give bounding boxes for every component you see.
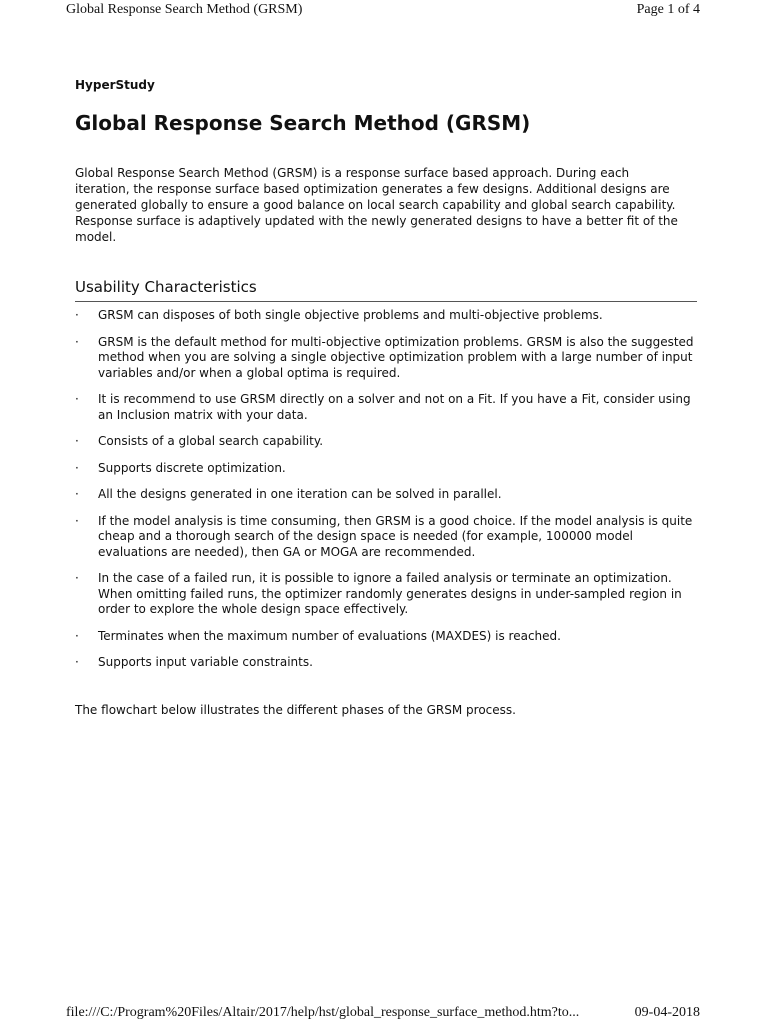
print-footer bbox=[66, 1003, 700, 1023]
list-item-text: If the model analysis is time consuming, then GRSM is a good choice. If the model analysis is quite cheap and a thorough search of the design space is needed (for example, 100000 model evaluations are needed), then GA or MOGA are recommended. bbox=[98, 513, 693, 559]
list-item-text: Supports input variable constraints. bbox=[98, 655, 313, 669]
document-body bbox=[75, 76, 697, 718]
list-item bbox=[75, 487, 697, 503]
print-header bbox=[66, 0, 700, 20]
bullet-icon: · bbox=[75, 571, 79, 585]
intro-paragraph: Global Response Search Method (GRSM) is a response surface based approach. During each iteration, the response surface based optimization generates a few designs. Additional designs are generated globally to ensure a good balance on local search capability and global search capability. Response surface is adaptively updated with the newly generated designs to have a better fit of the model. bbox=[75, 166, 678, 244]
print-header-page-number: Page 1 of 4 bbox=[636, 2, 700, 17]
flowchart-intro-paragraph: The flowchart below illustrates the different phases of the GRSM process. bbox=[75, 702, 516, 717]
list-item bbox=[75, 629, 697, 645]
page-title: Global Response Search Method (GRSM) bbox=[75, 111, 531, 135]
list-item bbox=[75, 655, 697, 671]
print-header-title: Global Response Search Method (GRSM) bbox=[66, 2, 303, 17]
list-item bbox=[75, 461, 697, 477]
list-item-text: All the designs generated in one iteration can be solved in parallel. bbox=[98, 487, 502, 501]
bullet-icon: · bbox=[75, 334, 79, 349]
list-item bbox=[75, 571, 697, 618]
list-item-text: GRSM can disposes of both single objective problems and multi-objective problems. bbox=[98, 308, 603, 322]
list-item-text: Supports discrete optimization. bbox=[98, 460, 286, 475]
list-item-text: Terminates when the maximum number of evaluations (MAXDES) is reached. bbox=[98, 628, 561, 643]
bullet-icon: · bbox=[75, 434, 79, 448]
bullet-icon: · bbox=[75, 460, 79, 475]
bullet-icon: · bbox=[75, 487, 79, 501]
bullet-icon: · bbox=[75, 308, 79, 322]
usability-list bbox=[75, 308, 697, 671]
list-item bbox=[75, 392, 697, 423]
list-item-text: GRSM is the default method for multi-objective optimization problems. GRSM is also the suggested method when you are solving a single objective optimization problem with a large number of input variables and/or when a global optima is required. bbox=[98, 334, 694, 380]
list-item-text: In the case of a failed run, it is possible to ignore a failed analysis or terminate an optimization. When omitting failed runs, the optimizer randomly generates designs in under-sampled region in order to explore the whole design space effectively. bbox=[98, 571, 682, 616]
bullet-icon: · bbox=[75, 655, 79, 669]
list-item bbox=[75, 308, 697, 324]
product-name: HyperStudy bbox=[75, 78, 155, 92]
list-item-text: Consists of a global search capability. bbox=[98, 434, 324, 448]
bullet-icon: · bbox=[75, 392, 79, 406]
list-item bbox=[75, 434, 697, 450]
section-heading-usability: Usability Characteristics bbox=[75, 277, 697, 302]
list-item-text: It is recommend to use GRSM directly on a solver and not on a Fit. If you have a Fit, consider using an Inclusion matrix with your data. bbox=[98, 392, 691, 422]
print-footer-date: 09-04-2018 bbox=[634, 1005, 700, 1020]
bullet-icon: · bbox=[75, 628, 79, 643]
list-item bbox=[75, 335, 697, 382]
print-footer-url: file:///C:/Program%20Files/Altair/2017/help/hst/global_response_surface_method.htm?to... bbox=[66, 1005, 580, 1020]
bullet-icon: · bbox=[75, 513, 79, 528]
list-item bbox=[75, 514, 697, 561]
